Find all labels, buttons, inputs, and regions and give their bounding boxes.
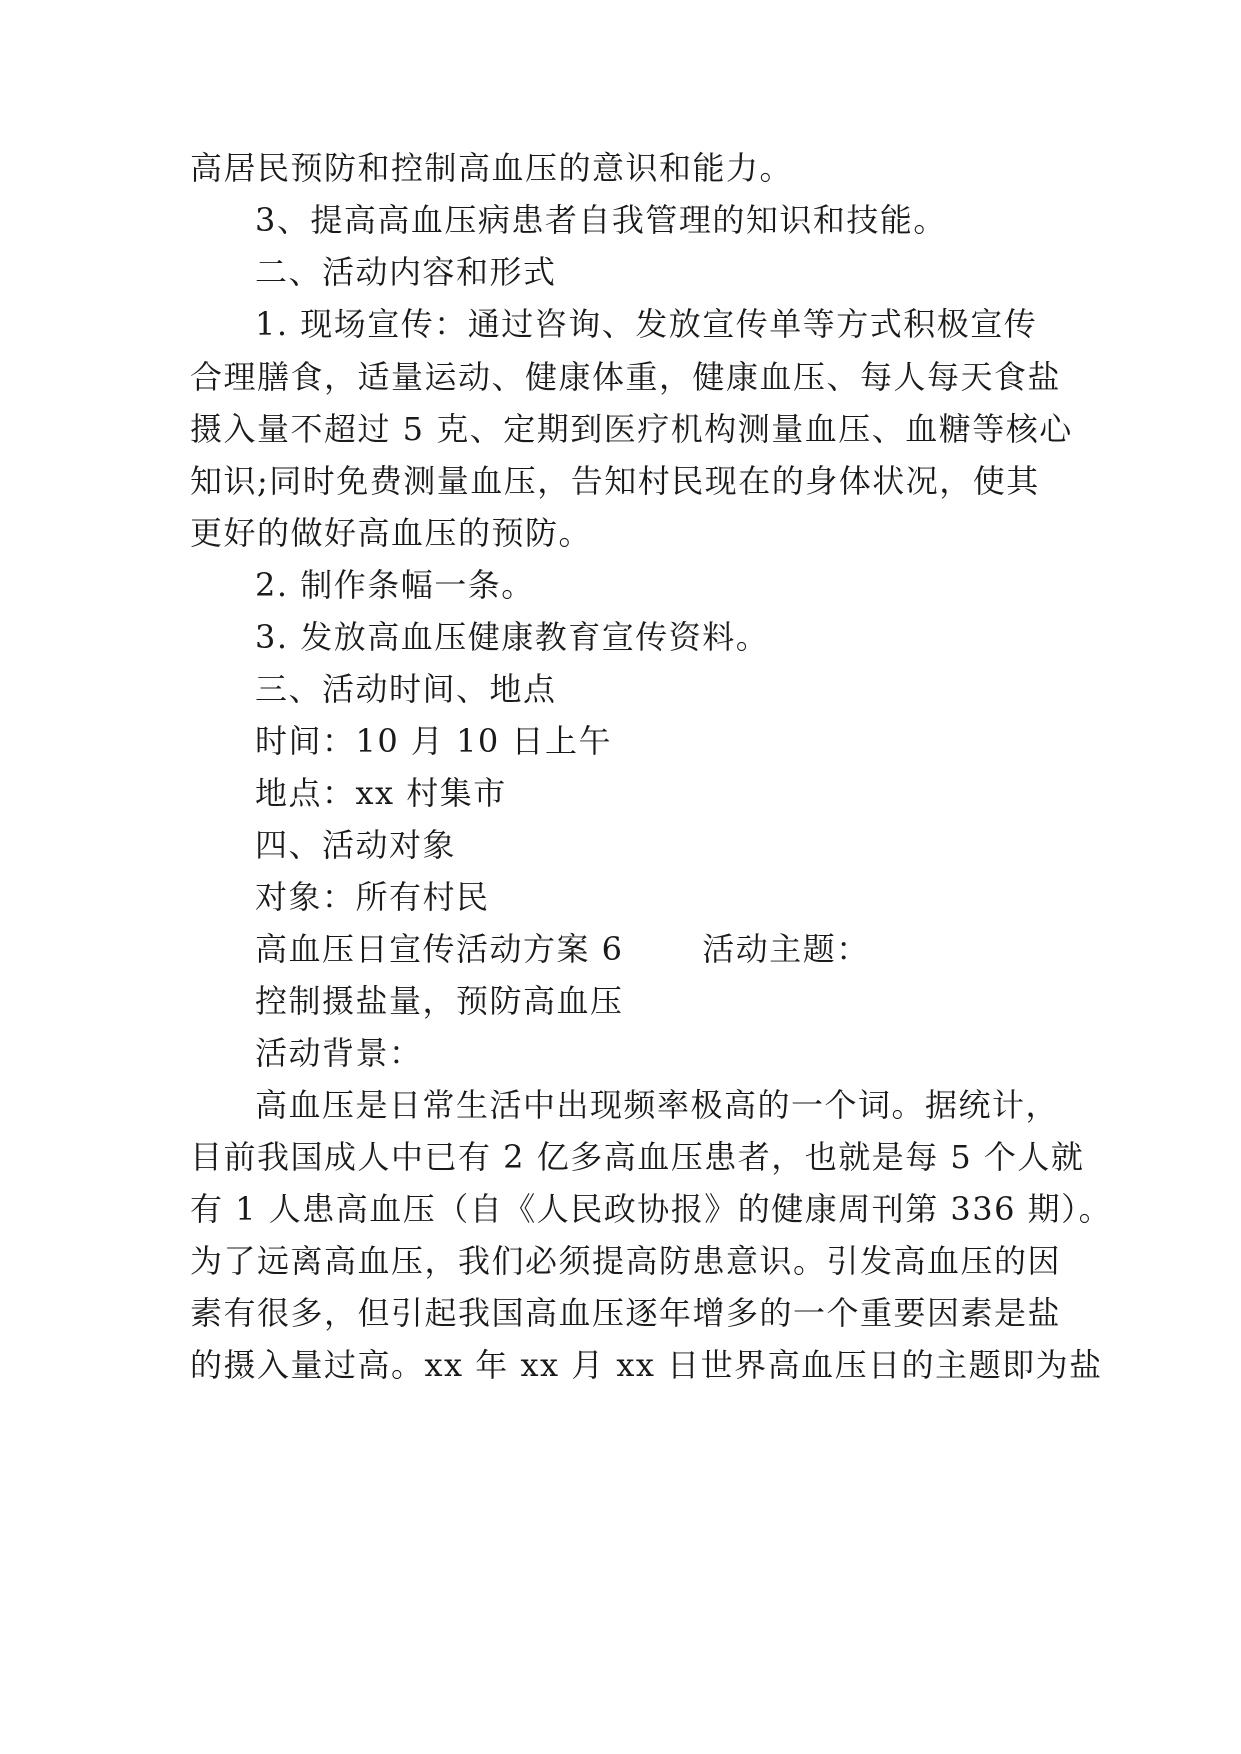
paragraph-line: 素有很多，但引起我国高血压逐年增多的一个重要因素是盐: [190, 1294, 1062, 1332]
paragraph-line: 活动背景：: [255, 1034, 423, 1072]
paragraph-line: 1. 现场宣传：通过咨询、发放宣传单等方式积极宣传: [255, 305, 1038, 343]
paragraph-line: 更好的做好高血压的预防。: [190, 514, 593, 552]
paragraph-line: 目前我国成人中已有 2 亿多高血压患者，也就是每 5 个人就: [190, 1138, 1085, 1176]
paragraph-line: 知识;同时免费测量血压，告知村民现在的身体状况，使其: [190, 462, 1040, 500]
paragraph-line: 高血压是日常生活中出现频率极高的一个词。据统计，: [255, 1086, 1060, 1124]
section-heading: 四、活动对象: [255, 826, 457, 864]
paragraph-line: 为了远离高血压，我们必须提高防患意识。引发高血压的因: [190, 1242, 1062, 1280]
paragraph-line: 3、提高高血压病患者自我管理的知识和技能。: [255, 201, 947, 239]
paragraph-line: 控制摄盐量，预防高血压: [255, 982, 624, 1020]
paragraph-line: 的摄入量过高。xx 年 xx 月 xx 日世界高血压日的主题即为盐: [190, 1346, 1103, 1384]
paragraph-line: 合理膳食，适量运动、健康体重，健康血压、每人每天食盐: [190, 358, 1062, 396]
paragraph-line: 2. 制作条幅一条。: [255, 566, 535, 604]
section-heading: 二、活动内容和形式: [255, 253, 557, 291]
paragraph-line: 摄入量不超过 5 克、定期到医疗机构测量血压、血糖等核心: [190, 410, 1073, 448]
section-heading: 三、活动时间、地点: [255, 670, 557, 708]
paragraph-line: 高血压日宣传活动方案 6 活动主题：: [255, 930, 870, 968]
paragraph-line: 时间：10 月 10 日上午: [255, 722, 612, 760]
paragraph-line: 有 1 人患高血压（自《人民政协报》的健康周刊第 336 期）。: [190, 1190, 1113, 1228]
paragraph-line: 3. 发放高血压健康教育宣传资料。: [255, 618, 770, 656]
paragraph-line: 高居民预防和控制高血压的意识和能力。: [190, 149, 794, 187]
paragraph-line: 对象：所有村民: [255, 878, 490, 916]
paragraph-line: 地点：xx 村集市: [255, 774, 507, 812]
